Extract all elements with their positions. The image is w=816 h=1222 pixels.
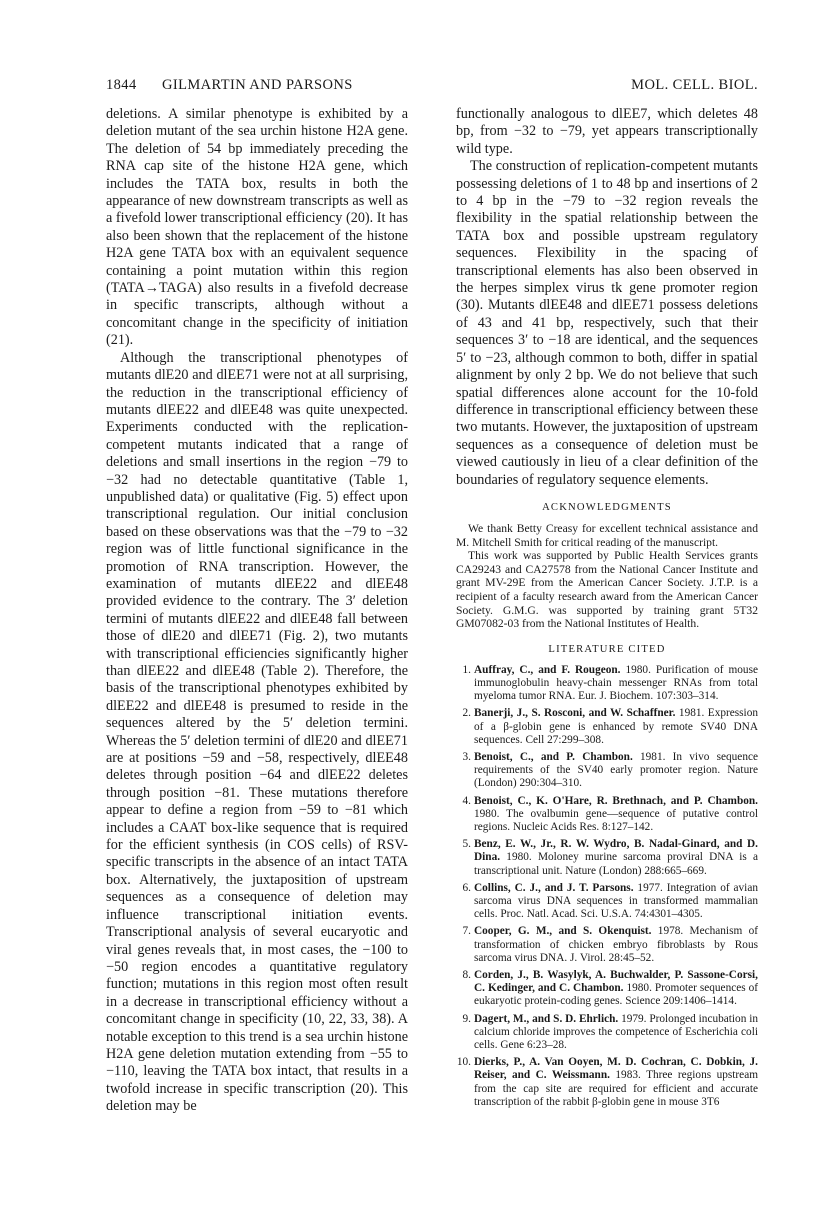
journal-name: MOL. CELL. BIOL. (631, 77, 758, 93)
reference-authors: Banerji, J., S. Rosconi, and W. Schaffner. (474, 707, 676, 720)
reference-item (456, 838, 758, 878)
reference-number: 8. (462, 968, 471, 981)
acknowledgment-paragraph: We thank Betty Creasy for excellent technical assistance and M. Mitchell Smith for critical reading of the manuscript. (456, 521, 758, 549)
reference-authors: Dagert, M., and S. D. Ehrlich. (474, 1012, 619, 1025)
reference-number: 2. (462, 707, 471, 720)
reference-authors: Cooper, G. M., and S. Okenquist. (474, 925, 652, 938)
reference-text: 1981. In vivo sequence requirements of the SV40 early promoter region. Nature (London) 290:304–310. (474, 750, 758, 790)
reference-text: 1980. Purification of mouse immunoglobulin heavy-chain messenger RNAs from total myeloma tumor RNA. Eur. J. Biochem. 107:303–314. (474, 663, 758, 703)
running-authors: GILMARTIN AND PARSONS (162, 77, 353, 93)
body-paragraph: The construction of replication-competent mutants possessing deletions of 1 to 48 bp and insertions of 2 to 4 bp in the −79 to −32 region reveals the flexibility in the spatial relationship between the TATA box and possible upstream regulatory sequences. Flexibility in the spacing of transcriptional elements has also been observed in the herpes simplex virus tk gene promoter region (30). Mutants dlEE48 and dlEE71 possess deletions of 43 and 41 bp, respectively, such that their sequences 3′ to −18 are identical, and the sequences 5′ to −23, although common to both, differ in spatial alignment by only 2 bp. We do not believe that such spatial differences alone account for the 10-fold difference in transcriptional efficiency between these two mutants. However, the juxtaposition of upstream sequences as a consequence of deletion must be viewed cautiously in lieu of a clear definition of the boundaries of regulatory sequence elements. (456, 158, 758, 488)
running-header (106, 77, 758, 99)
reference-text: 1977. Integration of avian sarcoma virus DNA sequences in transformed mammalian cells. Proc. Natl. Acad. Sci. U.S.A. 74:4301–4305. (474, 881, 758, 921)
right-column (456, 106, 758, 1113)
body-paragraph: Although the transcriptional phenotypes of mutants dlE20 and dlEE71 were not at all surprising, the reduction in the transcriptional efficiency of mutants dlEE22 and dlEE48 was quite unexpected. Experiments conducted with the replication-competent mutants indicated that a range of deletions and small insertions in the region −79 to −32 had no detectable quantitative (Table 1, unpublished data) or qualitative (Fig. 5) effect upon transcriptional regulation. Our initial conclusion based on these observations was that the −79 to −32 region was of little functional significance in the promotion of RNA transcription. However, the examination of mutants dlEE22 and dlEE48 provided evidence to the contrary. The 3′ deletion termini of mutants dlEE22 and dlEE48 fall between those of dlE20 and dlEE71 (Fig. 2), two mutants with transcriptional efficiencies significantly higher than dlEE22 and dlEE48 (Table 2). Therefore, the basis of the transcriptional phenotypes exhibited by dlEE22 and dlEE48 is presumed to reside in the sequences altered by the 5′ deletion termini. Whereas the 5′ deletion termini of dlE20 and dlEE71 are at positions −59 and −58, respectively, dlEE48 deletes through position −64 and dlEE22 deletes through position −81. These mutations therefore appear to define a region from −59 to −81 which includes a CAAT box-like sequence that is required for the efficient synthesis (in COS cells) of RSV-specific transcripts in the absence of an intact TATA box. Alternatively, the juxtaposition of upstream sequences as a consequence of deletion may influence transcriptional initiation events. Transcriptional analysis of several eucaryotic and viral genes reveals that, in most cases, the −100 to −50 region encodes a quantitative regulatory function; mutations in this region most often result in a decrease in transcriptional efficiency without a concomitant change in specificity (10, 22, 33, 38). A notable exception to this trend is a sea urchin histone H2A gene deletion mutation extending from −55 to −110, leaving the TATA box intact, that results in a twofold increase in specific transcription (20). This deletion may be (106, 349, 408, 1115)
reference-text: 1980. Moloney murine sarcoma proviral DNA is a transcriptional unit. Nature (London) 288:665–669. (474, 851, 758, 877)
body-paragraph: functionally analogous to dlEE7, which deletes 48 bp, from −32 to −79, yet appears transcriptionally wild type. (456, 106, 758, 157)
reference-item (456, 969, 758, 1009)
reference-authors: Auffray, C., and F. Rougeon. (474, 663, 621, 676)
reference-authors: Benoist, C., and P. Chambon. (474, 750, 633, 763)
reference-item (456, 664, 758, 704)
reference-authors: Corden, J., B. Wasylyk, A. Buchwalder, P. Sassone-Corsi, C. Kedinger, and C. Chambon. (474, 968, 758, 995)
reference-text: 1978. Mechanism of transformation of chicken embryo fibroblasts by Rous sarcoma virus DNA. J. Virol. 28:45–52. (474, 925, 758, 964)
body-paragraph: deletions. A similar phenotype is exhibited by a deletion mutant of the sea urchin histone H2A gene. The deletion of 54 bp immediately preceding the RNA cap site of the histone H2A gene, which includes the TATA box, results in both the appearance of new downstream transcripts as well as a fivefold lower transcriptional efficiency (20). It has also been shown that the replacement of the histone H2A gene TATA box with an equivalent sequence containing a point mutation within this region (TATA→TAGA) also results in a fivefold decrease in specific transcripts, although without a concomitant change in the specificity of initiation (21). (106, 106, 408, 349)
reference-number: 7. (462, 925, 471, 938)
reference-authors: Benoist, C., K. O'Hare, R. Brethnach, and P. Chambon. (474, 794, 758, 807)
reference-item (456, 1056, 758, 1109)
reference-number: 1. (462, 663, 471, 676)
acknowledgments-heading: ACKNOWLEDGMENTS (542, 501, 672, 513)
literature-cited-heading: LITERATURE CITED (548, 643, 666, 655)
reference-number: 9. (462, 1012, 471, 1025)
reference-text: 1980. The ovalbumin gene—sequence of putative control regions. Nucleic Acids Res. 8:127–142. (474, 807, 758, 833)
reference-list (456, 664, 758, 1109)
reference-text: 1981. Expression of a β-globin gene is enhanced by remote SV40 DNA sequences. Cell 27:299–308. (474, 707, 758, 746)
reference-item (456, 925, 758, 965)
reference-item (456, 707, 758, 747)
reference-authors: Benz, E. W., Jr., R. W. Wydro, B. Nadal-Ginard, and D. Dina. (474, 838, 758, 864)
page-number: 1844 (106, 77, 137, 93)
reference-item (456, 1013, 758, 1053)
acknowledgment-paragraph: This work was supported by Public Health Services grants CA29243 and CA27578 from the National Cancer Institute and grant MV-29E from the American Cancer Society. J.T.P. is a recipient of a faculty research award from the American Cancer Society. G.M.G. was supported by training grant 5T32 GM07082-03 from the National Institutes of Health. (456, 549, 758, 631)
reference-number: 10. (456, 1056, 471, 1069)
reference-authors: Dierks, P., A. Van Ooyen, M. D. Cochran, C. Dobkin, J. Reiser, and C. Weissmann. (474, 1056, 758, 1082)
acknowledgments-section (456, 522, 758, 631)
reference-text: 1979. Prolonged incubation in calcium chloride improves the competence of Escherichia coli cells. Gene 6:23–28. (474, 1012, 758, 1051)
reference-item (456, 751, 758, 791)
reference-item (456, 795, 758, 835)
reference-text: 1983. Three regions upstream from the cap site are required for efficient and accurate transcription of the rabbit β-globin gene in mouse 3T6 (474, 1069, 758, 1108)
reference-number: 5. (462, 838, 471, 851)
reference-item (456, 882, 758, 922)
reference-number: 6. (462, 881, 471, 894)
left-column (106, 106, 408, 1116)
reference-number: 3. (462, 750, 471, 763)
reference-number: 4. (462, 794, 471, 807)
reference-authors: Collins, C. J., and J. T. Parsons. (474, 881, 634, 894)
reference-text: 1980. Promoter sequences of eukaryotic protein-coding genes. Science 209:1406–1414. (474, 982, 759, 1008)
